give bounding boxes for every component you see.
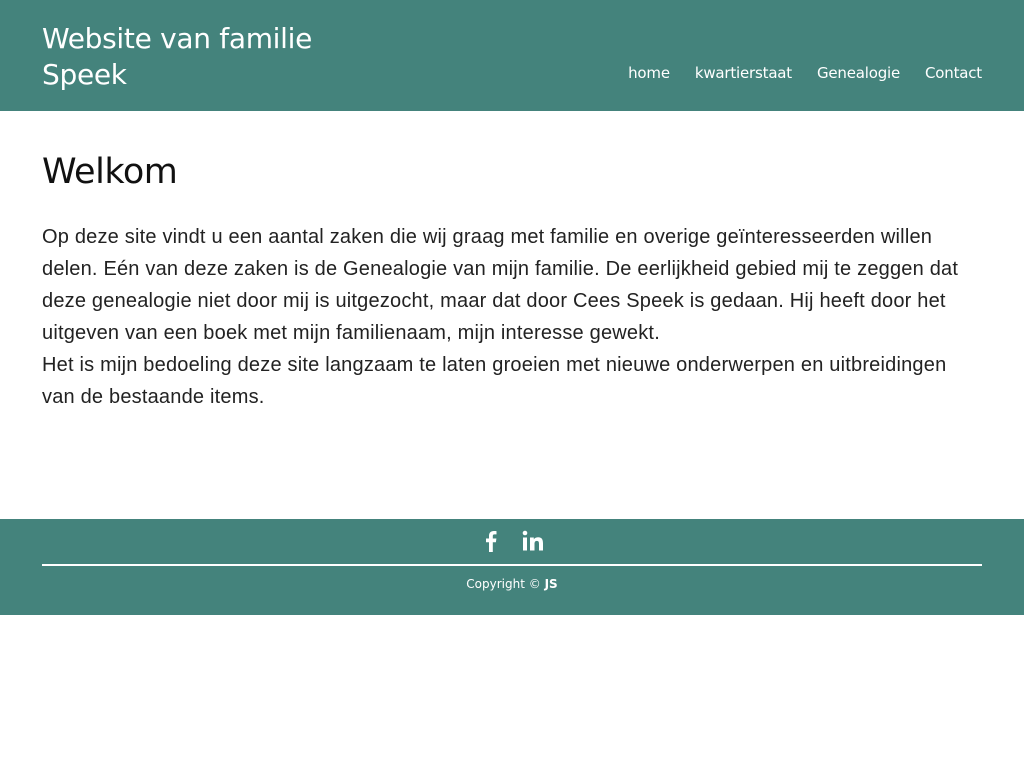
copyright-owner: JS: [544, 577, 558, 591]
nav-item-home[interactable]: home: [628, 64, 670, 82]
footer-divider: [42, 564, 982, 566]
intro-paragraph: Op deze site vindt u een aantal zaken die wij graag met familie en overige geïnteresseerden willen delen. Eén van deze zaken is de Genealogie van mijn familie. De eerlijkheid gebied mij te zeggen dat deze genealogie niet door mij is uitgezocht, maar dat door Cees Speek is gedaan. Hij heeft door het uitgeven van een boek met mijn familienaam, mijn interesse gewekt.: [42, 226, 959, 344]
facebook-link[interactable]: [479, 527, 503, 555]
main-content: [42, 150, 982, 413]
site-title[interactable]: Website van familie Speek: [42, 22, 313, 91]
page-title: Welkom: [42, 152, 178, 192]
intro-text: [42, 221, 982, 413]
copyright-prefix: Copyright ©: [466, 577, 541, 591]
linkedin-link[interactable]: [521, 527, 545, 555]
site-header: [0, 0, 1024, 111]
facebook-icon: [485, 530, 497, 552]
main-nav: [628, 62, 982, 84]
nav-item-contact[interactable]: Contact: [925, 64, 982, 82]
nav-item-genealogie[interactable]: Genealogie: [816, 64, 901, 82]
linkedin-icon: [522, 530, 544, 552]
nav-item-kwartierstaat[interactable]: kwartierstaat: [694, 64, 792, 82]
intro-paragraph: Het is mijn bedoeling deze site langzaam te laten groeien met nieuwe onderwerpen en uitbreidingen van de bestaande items.: [42, 354, 947, 408]
copyright-text: [0, 576, 1024, 592]
social-links: [0, 527, 1024, 555]
